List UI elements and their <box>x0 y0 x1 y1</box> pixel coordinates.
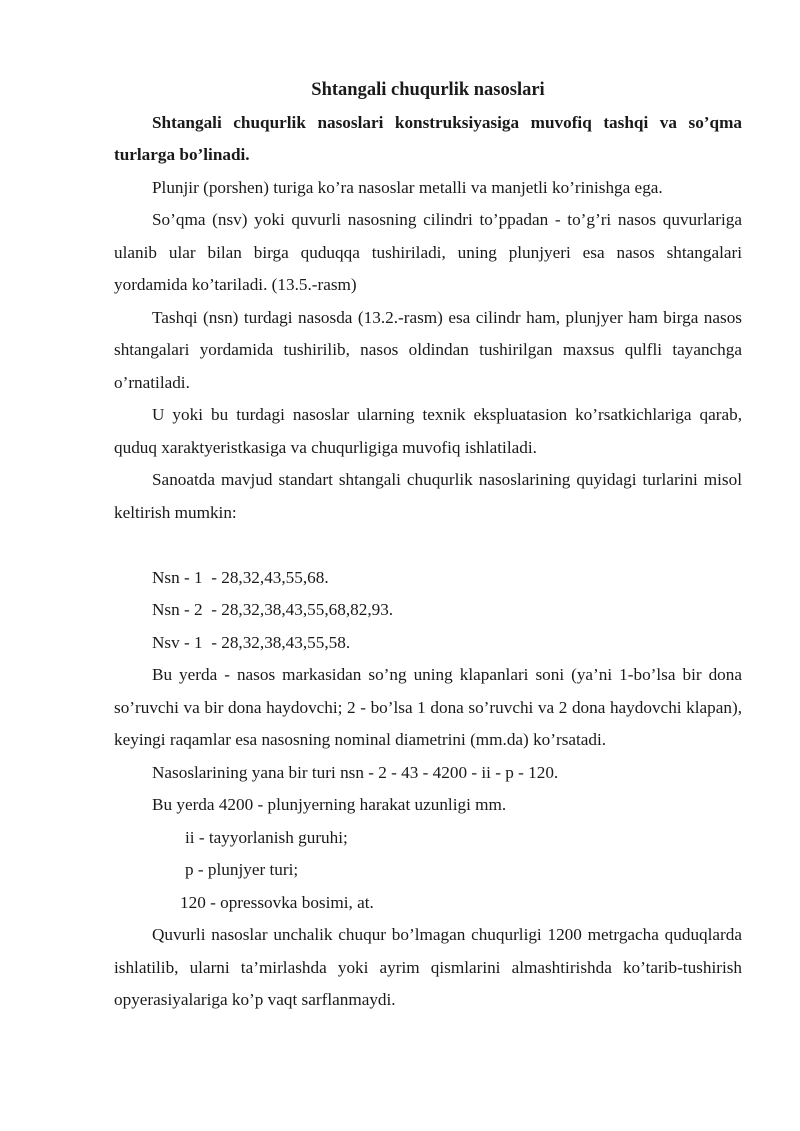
closing-paragraph: Quvurli nasoslar unchalik chuqur bo’lmagan chuqurligi 1200 metrgacha quduqlarda ishlatilib, ularni ta’mirlashda yoki ayrim qismlarini almashtirishda ko’tarib-tushirish opyerasiyalariga ko’p vaqt sarflanmaydi. <box>114 925 742 1009</box>
document-page <box>114 74 742 1017</box>
document-title: Shtangali chuqurlik nasoslari <box>311 80 545 100</box>
insert-pump-paragraph: So’qma (nsv) yoki quvurli nasosning cilindri to’ppadan - to’g’ri nasos quvurlariga ulanib ular bilan birga quduqqa tushiriladi, uning plunjyeri esa nasos shtangalari yordamida ko’tariladi. (13.5.-rasm) <box>114 210 742 294</box>
pump-type-line: Nsv - 1 - 28,32,38,43,55,58. <box>152 632 351 652</box>
intro-paragraph: Shtangali chuqurlik nasoslari konstruksiyasiga muvofiq tashqi va so’qma turlarga bo’linadi. <box>114 112 742 164</box>
pump-type-line: Nsn - 2 - 28,32,38,43,55,68,82,93. <box>152 600 394 619</box>
explanation-paragraph: Bu yerda - nasos markasidan so’ng uning klapanlari soni (ya’ni 1-bo’lsa bir dona so’ruvchi va bir dona haydovchi; 2 - bo’lsa 1 dona so’ruvchi va 2 dona haydovchi klapan), keyingi raqamlar esa nasosning nominal diametrini (mm.da) ko’rsatadi. <box>114 665 742 749</box>
legend-item: 120 - opressovka bosimi, at. <box>180 892 374 912</box>
pump-type-line: Nsn - 1 - 28,32,43,55,68. <box>152 567 329 587</box>
plunger-paragraph: Plunjir (porshen) turiga ko’ra nasoslar metalli va manjetli ko’rinishga ega. <box>152 177 663 197</box>
blank-line <box>114 529 742 562</box>
legend-intro-line: Bu yerda 4200 - plunjyerning harakat uzunligi mm. <box>152 795 507 814</box>
external-pump-paragraph: Tashqi (nsn) turdagi nasosda (13.2.-rasm) esa cilindr ham, plunjyer ham birga nasos shtangalari yordamida tushirilib, nasos oldindan tushirilgan maxsus qulfli tayanchga o’rnatiladi. <box>114 307 742 392</box>
legend-item: ii - tayyorlanish guruhi; <box>185 827 348 847</box>
usage-paragraph: U yoki bu turdagi nasoslar ularning texnik ekspluatasion ko’rsatkichlariga qarab, quduq xaraktyeristkasiga va chuqurligiga muvofiq ishlatiladi. <box>114 405 742 457</box>
another-type-line: Nasoslarining yana bir turi nsn - 2 - 43 - 4200 - ii - p - 120. <box>152 762 559 782</box>
standard-pumps-paragraph: Sanoatda mavjud standart shtangali chuqurlik nasoslarining quyidagi turlarini misol keltirish mumkin: <box>114 470 742 522</box>
legend-item: p - plunjyer turi; <box>185 860 299 879</box>
